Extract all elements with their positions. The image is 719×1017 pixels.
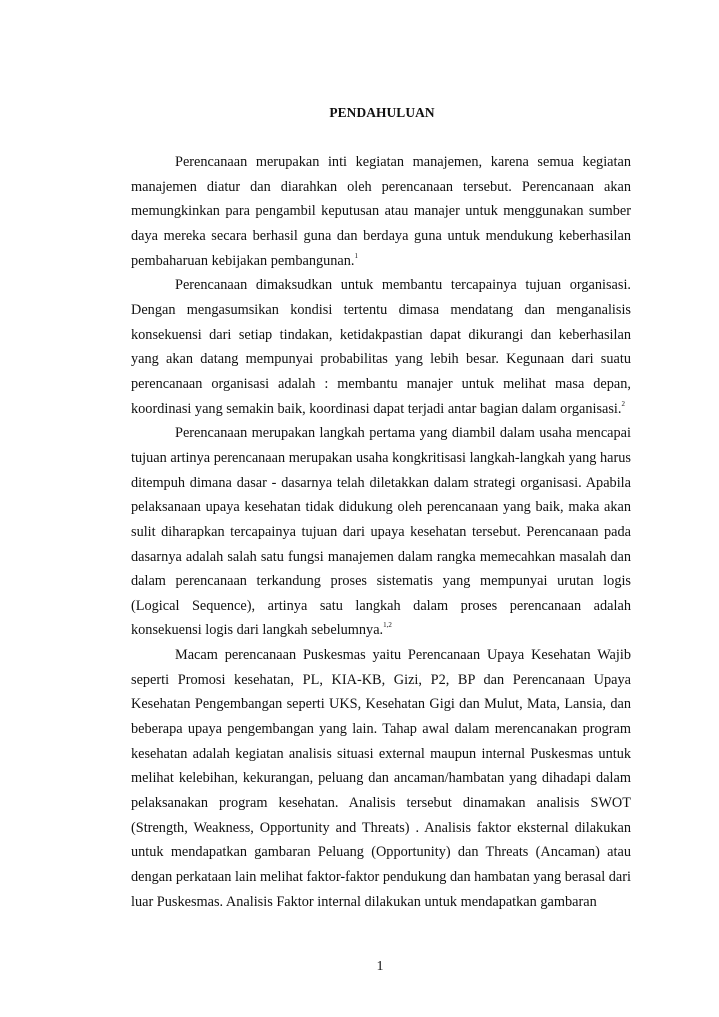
paragraph <box>131 273 631 421</box>
paragraph <box>131 150 631 273</box>
paragraph <box>131 643 631 914</box>
footnote-marker: 2 <box>621 399 625 408</box>
page-title: PENDAHULUAN <box>329 105 435 120</box>
footnote-marker: 1 <box>354 251 359 260</box>
paragraph-text: Perencanaan dimaksudkan untuk membantu tercapainya tujuan organisasi. Dengan mengasumsikan kondisi tertentu dimasa mendatang dan menganalisis konsekuensi dari setiap tindakan, ketidakpastian dapat dikurangi dan keberhasilan yang akan datang mempunyai probabilitas yang lebih besar. Kegunaan dari suatu perencanaan organisasi adalah : membantu manajer untuk melihat masa depan, koordinasi yang semakin baik, koordinasi dapat terjadi antar bagian dalam organisasi. <box>131 277 631 417</box>
paragraph-text: Macam perencanaan Puskesmas yaitu Perencanaan Upaya Kesehatan Wajib seperti Promosi kesehatan, PL, KIA-KB, Gizi, P2, BP dan Perencanaan Upaya Kesehatan Pengembangan seperti UKS, Kesehatan Gigi dan Mulut, Mata, Lansia, dan beberapa upaya pengembangan yang lain. Tahap awal dalam merencanakan program kesehatan adalah kegiatan analisis situasi external maupun internal Puskesmas untuk melihat kelebihan, kekurangan, peluang dan ancaman/hambatan yang dihadapi dalam pelaksanakan program kesehatan. Analisis tersebut dinamakan analisis SWOT (Strength, Weakness, Opportunity and Threats) . Analisis faktor eksternal dilakukan untuk mendapatkan gambaran Peluang (Opportunity) dan Threats (Ancaman) atau dengan perkataan lain melihat faktor-faktor pendukung dan hambatan yang berasal dari luar Puskesmas. Analisis Faktor internal dilakukan untuk mendapatkan gambaran <box>131 647 631 910</box>
footnote-marker: 1,2 <box>383 621 392 630</box>
body-text <box>131 150 631 914</box>
paragraph <box>131 421 631 643</box>
page-number: 1 <box>376 959 384 974</box>
paragraph-text: Perencanaan merupakan langkah pertama yang diambil dalam usaha mencapai tujuan artinya perencanaan merupakan usaha kongkritisasi langkah-langkah yang harus ditempuh dimana dasar - dasarnya telah diletakkan dalam strategi organisasi. Apabila pelaksanaan upaya kesehatan tidak didukung oleh perencanaan yang baik, maka akan sulit diharapkan tercapainya tujuan dari upaya kesehatan tersebut. Perencanaan pada dasarnya adalah salah satu fungsi manajemen dalam rangka memecahkan masalah dan dalam perencanaan terkandung proses sistematis yang mempunyai urutan logis (Logical Sequence), artinya satu langkah dalam proses perencanaan adalah konsekuensi logis dari langkah sebelumnya. <box>131 425 631 639</box>
paragraph-text: Perencanaan merupakan inti kegiatan manajemen, karena semua kegiatan manajemen diatur dan diarahkan oleh perencanaan tersebut. Perencanaan akan memungkinkan para pengambil keputusan atau manajer untuk menggunakan sumber daya mereka secara berhasil guna dan berdaya guna untuk mendukung keberhasilan pembaharuan kebijakan pembangunan. <box>131 154 631 269</box>
